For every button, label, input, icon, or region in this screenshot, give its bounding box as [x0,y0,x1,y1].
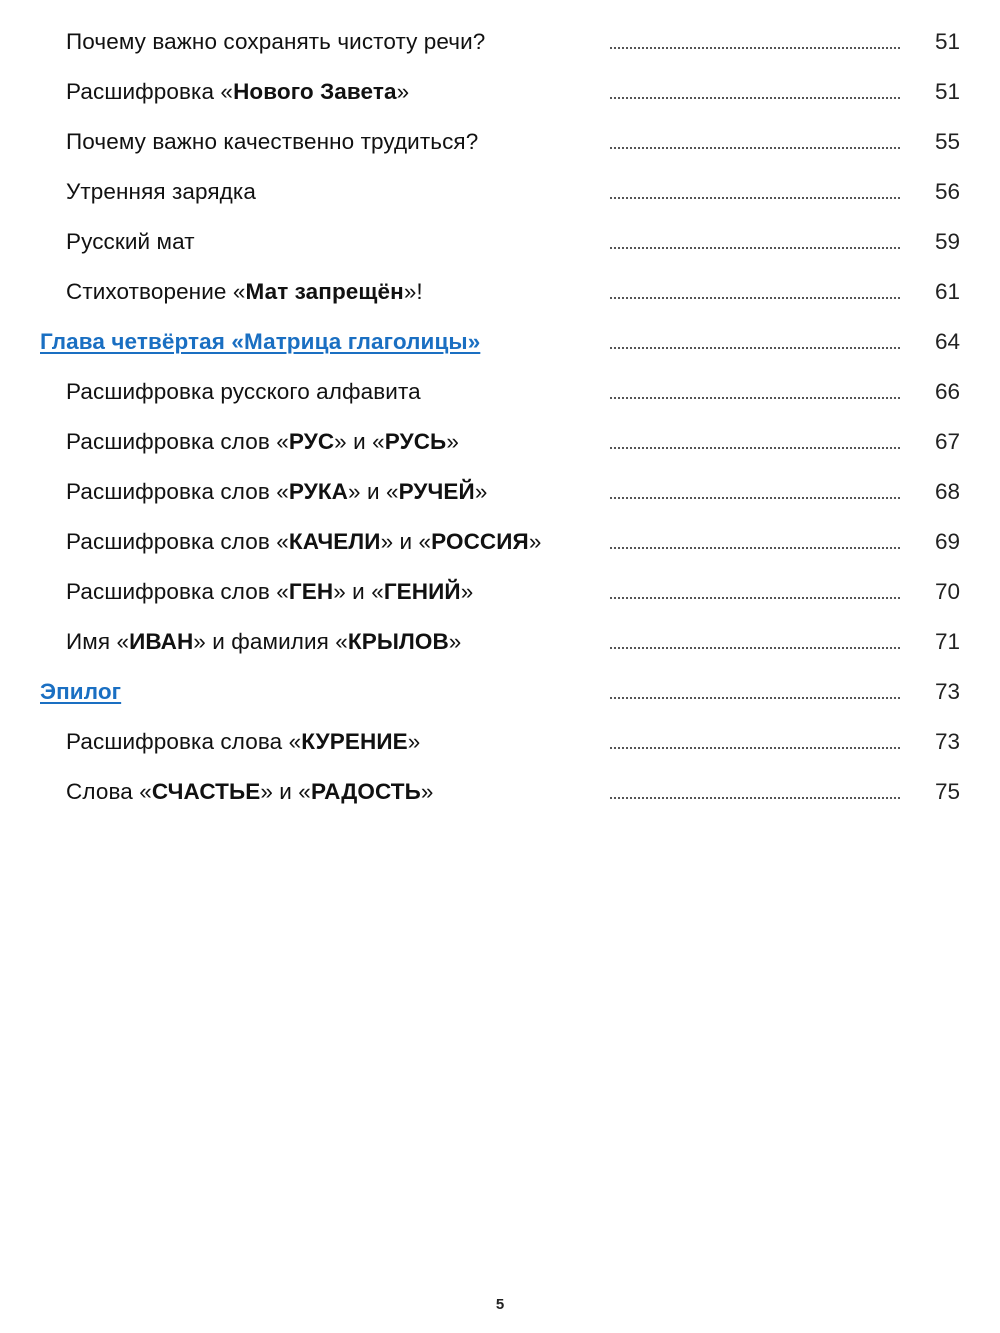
toc-title-part: » [396,79,410,104]
dot-leader [610,697,900,699]
dot-leader [610,447,900,449]
toc-title-part: Русский мат [66,229,195,254]
toc-title-part: Расшифровка слов « [66,579,289,604]
toc-page-number: 64 [934,329,960,354]
toc-title-part: Расшифровка слов « [66,479,289,504]
toc-entry-title [66,227,195,257]
toc-page-number: 71 [934,629,960,654]
toc-page-number: 56 [934,179,960,204]
toc-title-part: КРЫЛОВ [347,629,449,654]
toc-title-part: РУЧЕЙ [398,479,475,504]
toc-entry [0,468,1000,518]
toc-title-part: » и « [333,579,384,604]
dot-leader [610,497,900,499]
toc-page-number: 73 [934,729,960,754]
toc-page-number: 66 [934,379,960,404]
toc-page-number: 70 [934,579,960,604]
toc-title-part: КУРЕНИЕ [301,729,408,754]
dot-leader [610,347,900,349]
toc-title-part: »! [403,279,423,304]
toc-entry-title [66,727,420,757]
toc-entry [0,268,1000,318]
toc-entry [0,68,1000,118]
toc-title-part: Расшифровка слов « [66,529,289,554]
toc-chapter-link[interactable] [40,677,121,707]
toc-title-part: Почему важно качественно трудиться? [66,129,479,154]
toc-title-part: Расшифровка русского алфавита [66,379,421,404]
toc-entry [0,418,1000,468]
toc-title-part: » и фамилия « [193,629,348,654]
toc-title-part: » [474,479,488,504]
toc-entry-title [66,577,473,607]
toc-entry [0,768,1000,818]
toc-entry-title [66,627,461,657]
toc-title-part: Расшифровка « [66,79,234,104]
toc-entry-title [66,27,485,57]
toc-page-number: 69 [934,529,960,554]
toc-title-part: РОССИЯ [431,529,529,554]
toc-page-number: 75 [934,779,960,804]
toc-entry [0,618,1000,668]
dot-leader [610,797,900,799]
toc-title-part: КАЧЕЛИ [288,529,381,554]
toc-title-part: Почему важно сохранять чистоту речи? [66,29,486,54]
toc-title-part: ГЕНИЙ [383,579,461,604]
toc-page-number: 51 [934,29,960,54]
toc-title-part: Эпилог [40,679,122,704]
toc-entry-title [66,527,541,557]
toc-title-part: » [407,729,421,754]
toc-title-part: » [420,779,434,804]
toc-title-part: РУСЬ [384,429,447,454]
toc-entry [0,518,1000,568]
toc-entry-title [66,777,434,807]
dot-leader [610,647,900,649]
dot-leader [610,597,900,599]
toc-page-number: 68 [934,479,960,504]
toc-title-part: РУКА [288,479,348,504]
toc-page-number: 51 [934,79,960,104]
toc-entry-title [66,477,487,507]
toc-title-part: » и « [334,429,385,454]
toc-chapter-entry[interactable] [0,668,1000,718]
toc-title-part: » [448,629,462,654]
dot-leader [610,197,900,199]
toc-title-part: РАДОСТЬ [310,779,421,804]
toc-title-part: ГЕН [288,579,334,604]
toc-entry-title [66,277,423,307]
toc-entry-title [66,77,409,107]
toc-title-part: » и « [380,529,432,554]
toc-title-part: Мат запрещён [245,279,404,304]
toc-entry-title [66,127,478,157]
dot-leader [610,147,900,149]
toc-title-part: » [460,579,474,604]
dot-leader [610,297,900,299]
toc-entry [0,18,1000,68]
toc-title-part: Утренняя зарядка [66,179,256,204]
toc-title-part: Расшифровка слов « [66,429,289,454]
toc-title-part: РУС [288,429,335,454]
toc-title-part: » [528,529,542,554]
toc-entry [0,118,1000,168]
toc-page-number: 59 [934,229,960,254]
toc-title-part: Имя « [66,629,130,654]
toc-title-part: СЧАСТЬЕ [151,779,261,804]
toc-entry-title [66,377,421,407]
toc-entry [0,568,1000,618]
dot-leader [610,747,900,749]
toc-page-number: 55 [934,129,960,154]
toc-chapter-link[interactable] [40,327,480,357]
toc-page-number: 67 [934,429,960,454]
toc-title-part: Глава четвёртая «Матрица глаголицы» [40,329,481,354]
dot-leader [610,47,900,49]
toc-title-part: » и « [348,479,399,504]
toc-title-part: Нового Завета [233,79,397,104]
toc-entry [0,218,1000,268]
toc-title-part: » [446,429,459,454]
toc-entry-title [66,177,256,207]
toc-title-part: ИВАН [129,629,194,654]
toc-title-part: Расшифровка слова « [66,729,302,754]
dot-leader [610,247,900,249]
toc-chapter-entry[interactable] [0,318,1000,368]
toc-page-number: 73 [934,679,960,704]
table-of-contents [0,18,1000,818]
page-number: 5 [495,1296,505,1313]
toc-entry [0,168,1000,218]
toc-entry [0,718,1000,768]
toc-page-number: 61 [934,279,960,304]
toc-entry-title [66,427,459,457]
dot-leader [610,547,900,549]
toc-title-part: Слова « [66,779,152,804]
dot-leader [610,97,900,99]
toc-entry [0,368,1000,418]
toc-title-part: Стихотворение « [66,279,246,304]
toc-title-part: » и « [260,779,311,804]
dot-leader [610,397,900,399]
